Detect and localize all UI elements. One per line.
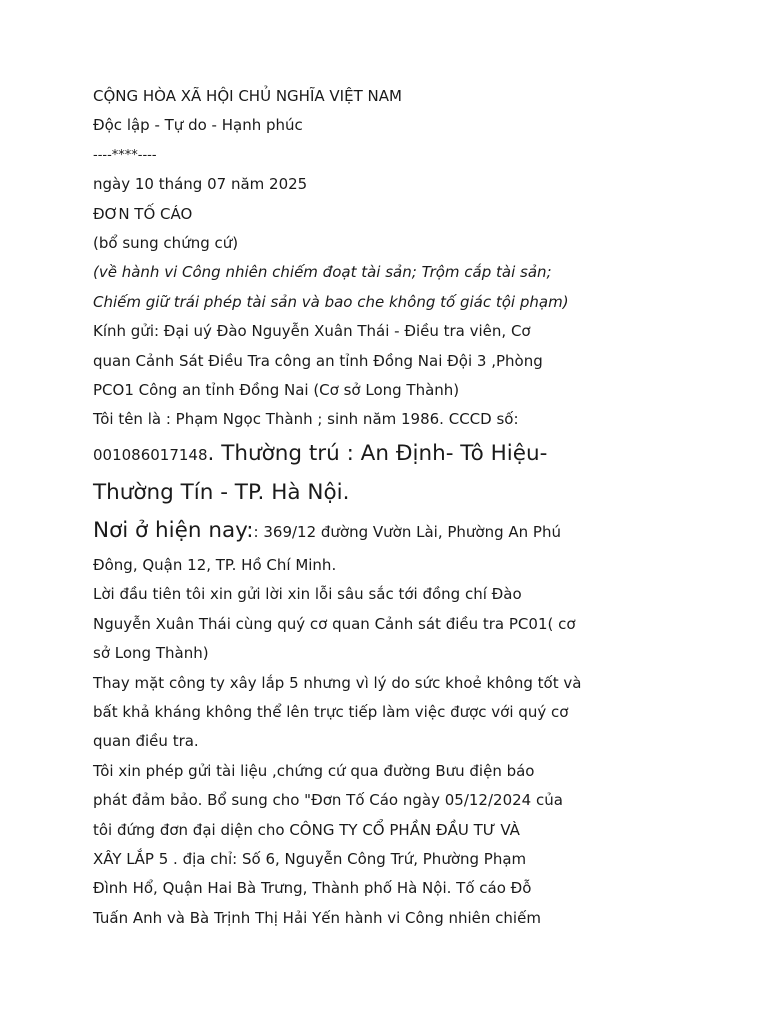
document-body [93, 80, 613, 933]
paragraph-3-line-5: Đình Hổ, Quận Hai Bà Trưng, Thành phố Hà Nội. Tố cáo Đỗ [93, 879, 532, 898]
current-address-label: Nơi ở hiện nay: [93, 517, 254, 543]
document-date: ngày 10 tháng 07 năm 2025 [93, 175, 308, 194]
paragraph-2-line-2: bất khả kháng không thể lên trực tiếp làm việc được với quý cơ [93, 702, 569, 721]
cccd-residence-line [93, 435, 613, 474]
paragraph-3-line-1: Tôi xin phép gửi tài liệu ,chứng cứ qua đường Bưu điện báo [93, 761, 535, 780]
subject-line-2: Chiếm giữ trái phép tài sản và bao che không tố giác tội phạm) [93, 292, 569, 311]
paragraph-1-line-2: Nguyễn Xuân Thái cùng quý cơ quan Cảnh sát điều tra PC01( cơ [93, 614, 576, 633]
document-subtitle: (bổ sung chứng cứ) [93, 234, 239, 253]
residence-part-2: Thường Tín - TP. Hà Nội. [93, 479, 350, 505]
recipient-line-1: Kính gửi: Đại uý Đào Nguyễn Xuân Thái - Điều tra viên, Cơ [93, 322, 531, 341]
paragraph-1-line-3: sở Long Thành) [93, 644, 209, 663]
paragraph-2-line-3: quan điều tra. [93, 732, 199, 751]
national-motto: Độc lập - Tự do - Hạnh phúc [93, 116, 303, 135]
paragraph-3-line-4: XÂY LẮP 5 . địa chỉ: Số 6, Nguyễn Công Trứ, Phường Phạm [93, 849, 527, 868]
national-header: CỘNG HÒA XÃ HỘI CHỦ NGHĨA VIỆT NAM [93, 87, 402, 105]
paragraph-3-line-2: phát đảm bảo. Bổ sung cho "Đơn Tố Cáo ngày 05/12/2024 của [93, 791, 563, 810]
recipient-line-3: PCO1 Công an tỉnh Đồng Nai (Cơ sở Long Thành) [93, 381, 460, 400]
paragraph-3-line-6: Tuấn Anh và Bà Trịnh Thị Hải Yến hành vi Công nhiên chiếm [93, 908, 541, 927]
identity-line: Tôi tên là : Phạm Ngọc Thành ; sinh năm 1986. CCCD số: [93, 410, 519, 429]
residence-part-1: . Thường trú : An Định- Tô Hiệu- [207, 440, 548, 466]
current-address-1: : 369/12 đường Vườn Lài, Phường An Phú [253, 522, 561, 541]
paragraph-3-line-3: tôi đứng đơn đại diện cho CÔNG TY CỔ PHẦN ĐẦU TƯ VÀ [93, 820, 520, 839]
paragraph-1-line-1: Lời đầu tiên tôi xin gửi lời xin lỗi sâu sắc tới đồng chí Đào [93, 585, 522, 604]
separator: ----****---- [93, 147, 157, 163]
document-title: ĐƠN TỐ CÁO [93, 204, 193, 223]
current-address-line [93, 512, 613, 551]
current-address-2: Đông, Quận 12, TP. Hồ Chí Minh. [93, 555, 337, 574]
recipient-line-2: quan Cảnh Sát Điều Tra công an tỉnh Đồng Nai Đội 3 ,Phòng [93, 351, 543, 370]
paragraph-2-line-1: Thay mặt công ty xây lắp 5 nhưng vì lý do sức khoẻ không tốt và [93, 673, 582, 692]
subject-line-1: (về hành vi Công nhiên chiếm đoạt tài sản; Trộm cắp tài sản; [93, 263, 552, 282]
cccd-number: 001086017148 [93, 445, 208, 464]
